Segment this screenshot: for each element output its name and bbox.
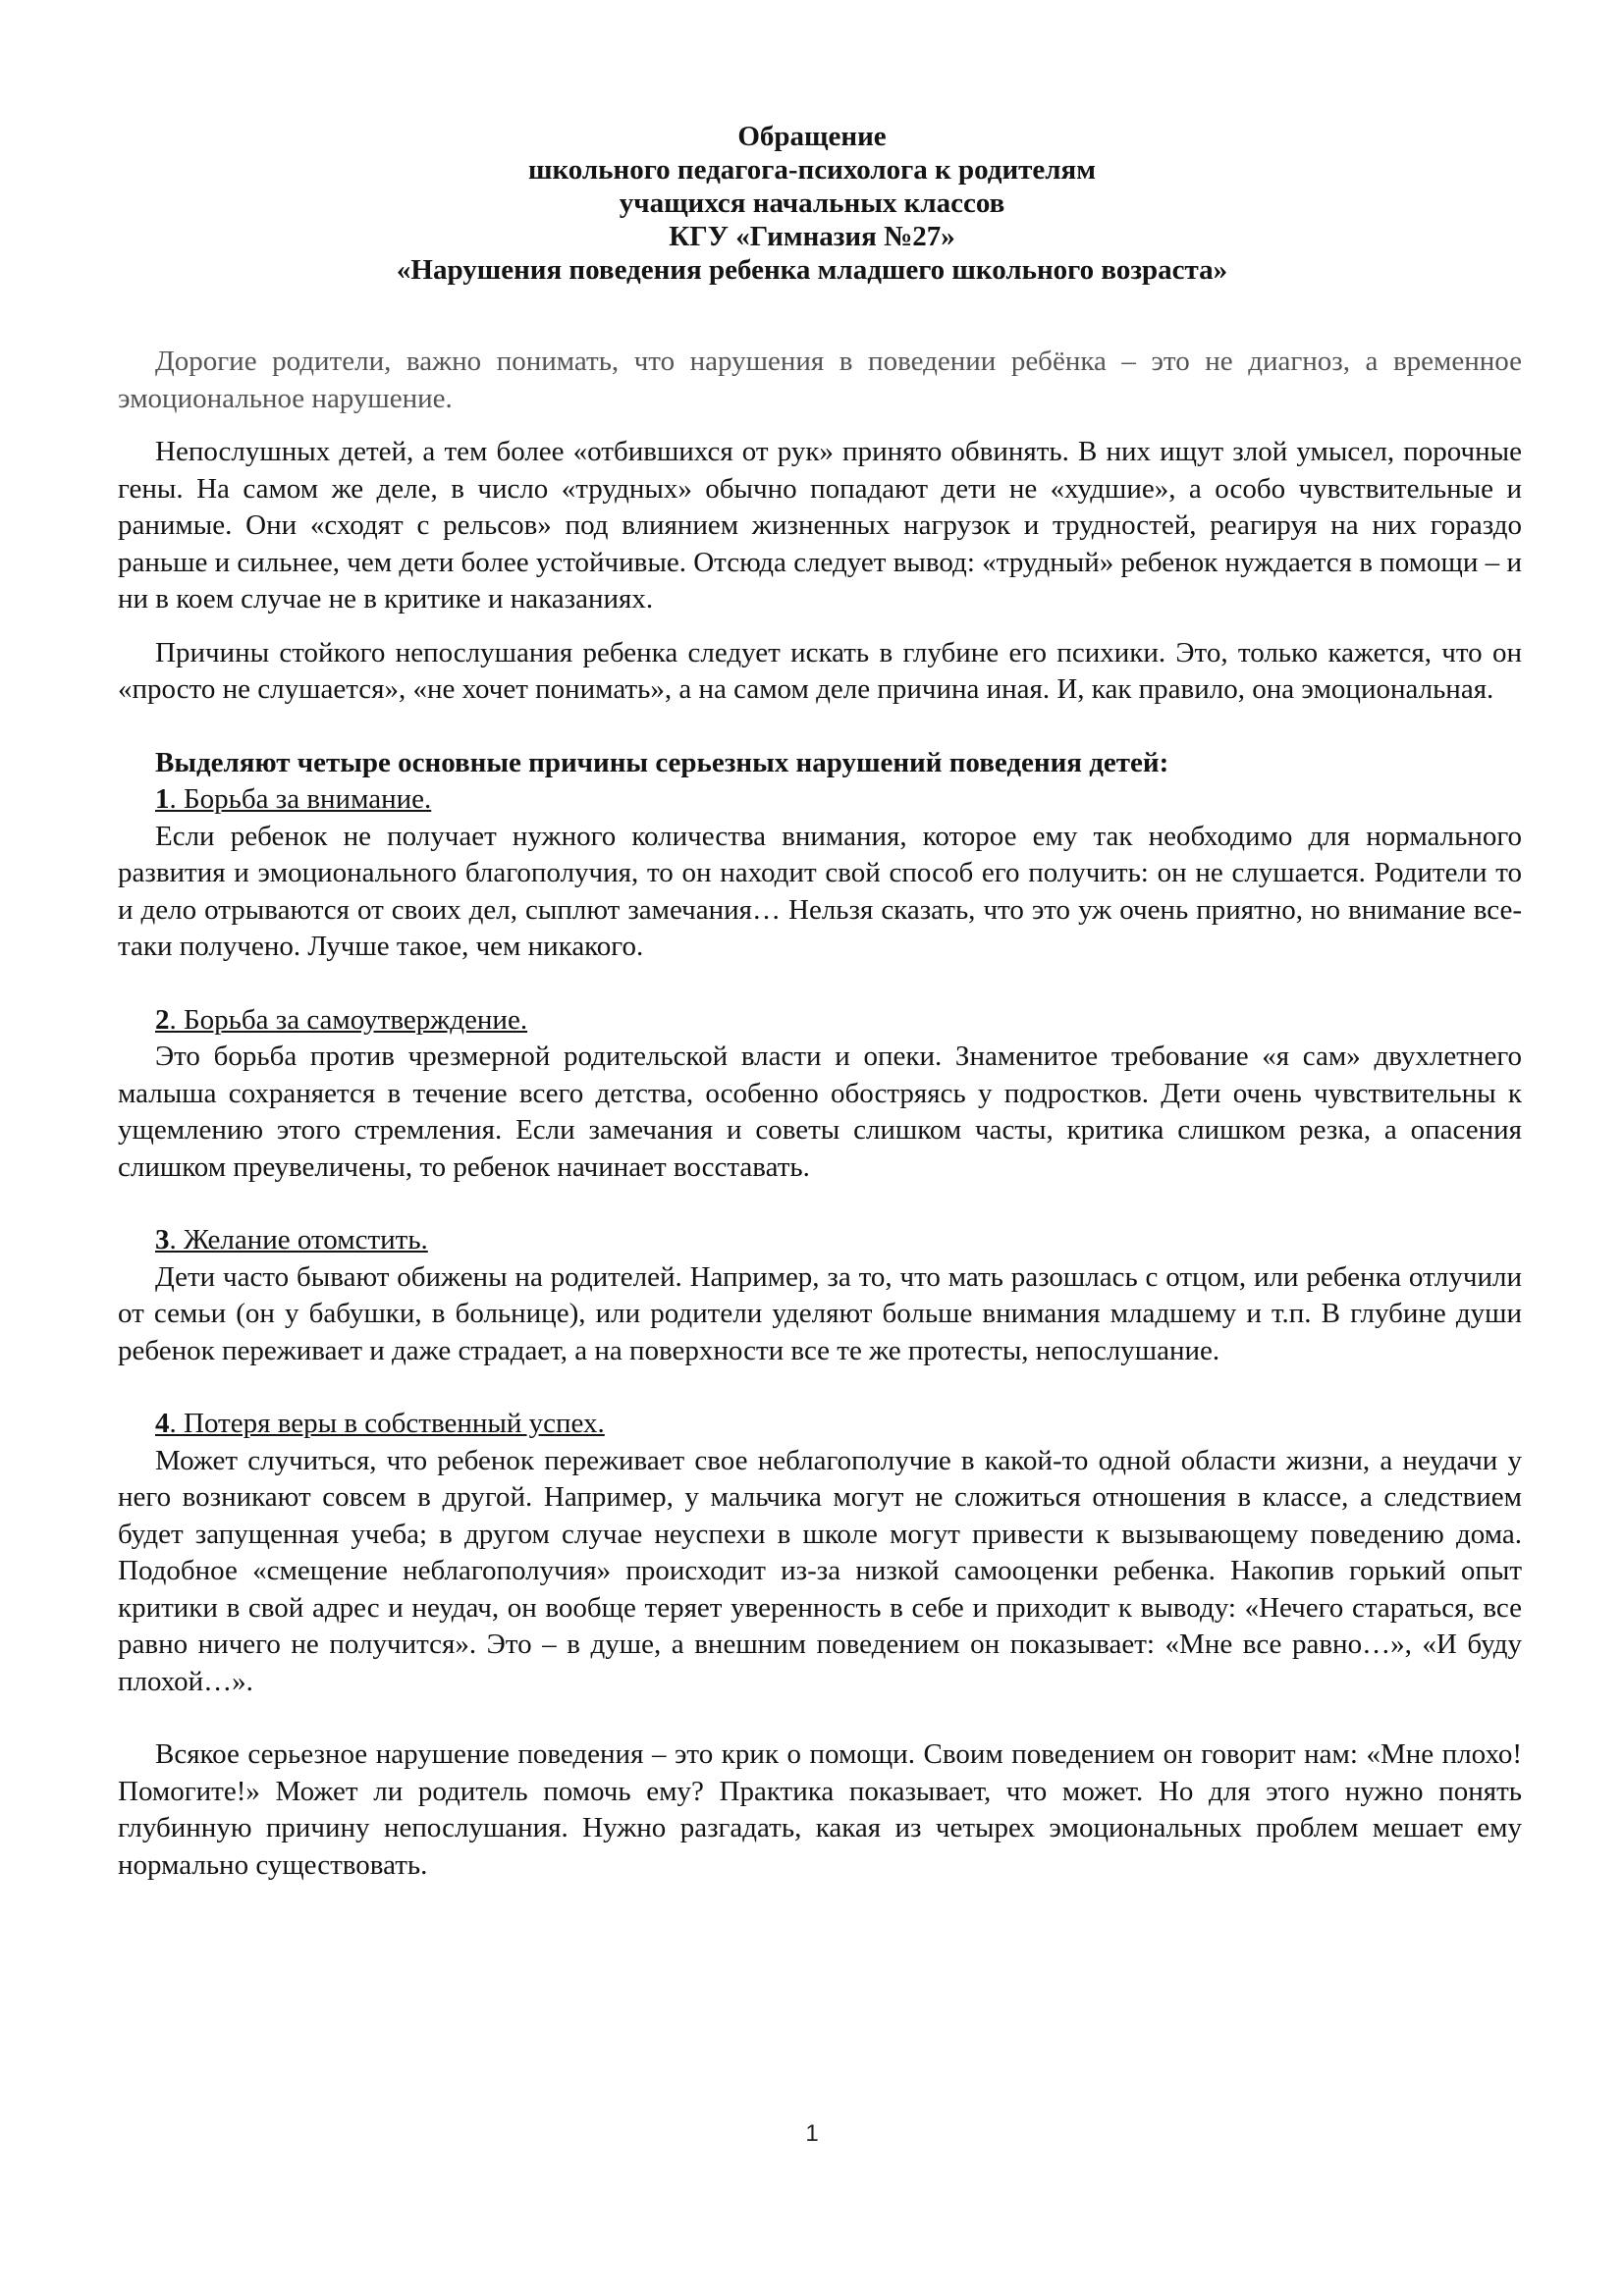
- document-title: [0, 120, 1624, 287]
- cause-4-text: Может случиться, что ребенок переживает свое неблагополучие в какой-то одной области жизни, а неудачи у него возникают совсем в другой. Например, у мальчика могут не сложиться отношения в классе, а следствием будет запущенная учеба; в другом случае неуспехи в школе могут привести к вызывающему поведению дома. Подобное «смещение неблагополучия» происходит из-за низкой самооценки ребенка. Накопив горький опыт критики в свой адрес и неудач, он вообще теряет уверенность в себе и приходит к выводу: «Нечего стараться, все равно ничего не получится». Это – в душе, а внешним поведением он показывает: «Мне все равно…», «И буду плохой…».: [118, 1444, 1522, 1697]
- page-number: 1: [805, 2120, 819, 2147]
- cause-2-text: Это борьба против чрезмерной родительской власти и опеки. Знаменитое требование «я сам» двухлетнего малыша сохраняется в течение всего детства, особенно обостряясь у подростков. Дети очень чувствительны к ущемлению этого стремления. Если замечания и советы слишком часты, критика слишком резка, а опасения слишком преувеличены, то ребенок начинает восставать.: [118, 1041, 1522, 1183]
- cause-number: 3: [155, 1224, 170, 1255]
- cause-title-text: . Борьба за внимание.: [169, 783, 432, 815]
- title-line-1: Обращение: [737, 121, 887, 152]
- cause-number: 1: [155, 783, 170, 815]
- document-body: [118, 344, 1522, 1884]
- intro-paragraph: Дорогие родители, важно понимать, что нарушения в поведении ребёнка – это не диагноз, а временное эмоциональное нарушение.: [118, 346, 1522, 414]
- cause-number: 4: [155, 1408, 170, 1439]
- title-line-4: КГУ «Гимназия №27»: [669, 221, 955, 252]
- cause-2-title: [118, 1002, 1522, 1040]
- cause-number: 2: [155, 1003, 170, 1036]
- cause-title-text: . Борьба за самоутверждение.: [169, 1003, 528, 1036]
- title-line-5: «Нарушения поведения ребенка младшего школьного возраста»: [396, 254, 1228, 286]
- title-line-3: учащихся начальных классов: [619, 187, 1005, 219]
- cause-title-text: . Потеря веры в собственный успех.: [169, 1408, 605, 1439]
- conclusion-paragraph: Всякое серьезное нарушение поведения – это крик о помощи. Своим поведением он говорит нам: «Мне плохо! Помогите!» Может ли родитель помочь ему? Практика показывает, что может. Но для этого нужно понять глубинную причину непослушания. Нужно разгадать, какая из четырех эмоциональных проблем мешает ему нормально существовать.: [118, 1738, 1522, 1881]
- cause-1-title: [118, 781, 1522, 819]
- cause-title-text: . Желание отомстить.: [169, 1224, 428, 1255]
- cause-3-text: Дети часто бывают обижены на родителей. Например, за то, что мать разошлась с отцом, или ребенка отлучили от семьи (он у бабушки, в больнице), или родители уделяют больше внимания младшему и т.п. В глубине души ребенок переживает и даже страдает, а на поверхности все те же протесты, непослушание.: [118, 1260, 1522, 1366]
- cause-4-title: [118, 1406, 1522, 1443]
- paragraph-difficult-children: Непослушных детей, а тем более «отбившихся от рук» принято обвинять. В них ищут злой умысел, порочные гены. На самом же деле, в число «трудных» обычно попадают дети не «худшие», а особо чувствительные и ранимые. Они «сходят с рельсов» под влиянием жизненных нагрузок и трудностей, реагируя на них гораздо раньше и сильнее, чем дети более устойчивые. Отсюда следует вывод: «трудный» ребенок нуждается в помощи – и ни в коем случае не в критике и наказаниях.: [118, 436, 1522, 614]
- causes-heading: Выделяют четыре основные причины серьезных нарушений поведения детей:: [155, 746, 1169, 778]
- cause-3-title: [118, 1222, 1522, 1259]
- cause-1-text: Если ребенок не получает нужного количества внимания, которое ему так необходимо для нормального развития и эмоционального благополучия, то он находит свой способ его получить: он не слушается. Родители то и дело отрываются от своих дел, сыплют замечания… Нельзя сказать, что это уж очень приятно, но внимание все-таки получено. Лучше такое, чем никакого.: [118, 820, 1522, 962]
- paragraph-causes-origin: Причины стойкого непослушания ребенка следует искать в глубине его психики. Это, только кажется, что он «просто не слушается», «не хочет понимать», а на самом деле причина иная. И, как правило, она эмоциональная.: [118, 636, 1522, 705]
- title-line-2: школьного педагога-психолога к родителям: [527, 154, 1097, 186]
